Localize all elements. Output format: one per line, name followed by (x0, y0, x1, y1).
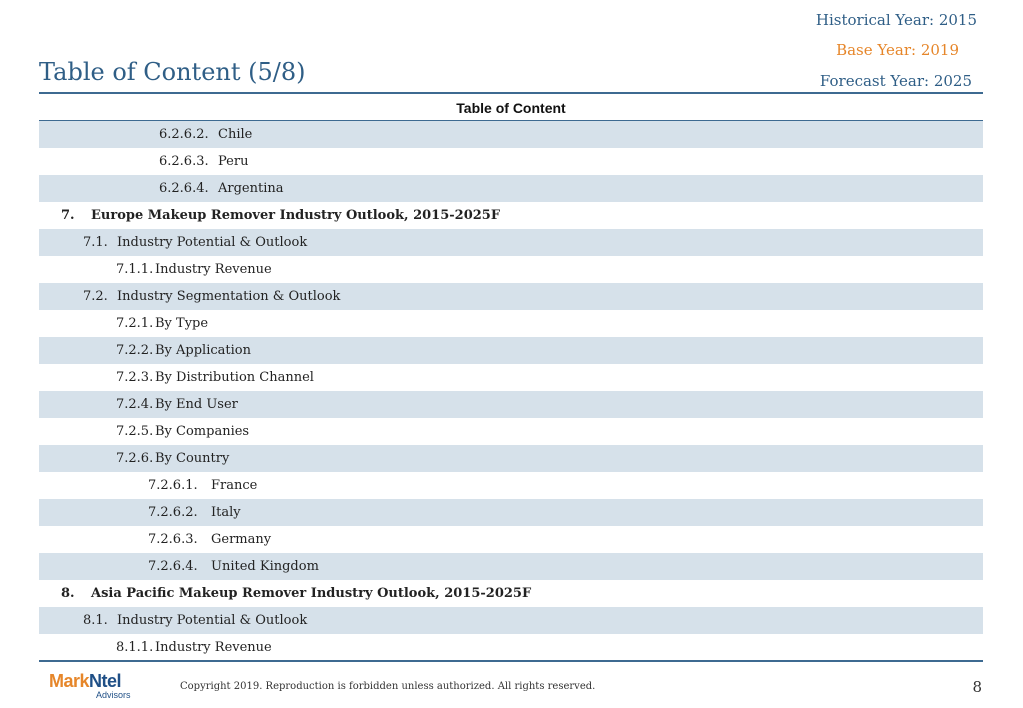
toc-row-number: 7. (61, 208, 75, 223)
bottom-divider (39, 660, 983, 662)
toc-row-number: 8.1.1. (116, 640, 154, 655)
toc-row-number: 7.1.1. (116, 262, 154, 277)
toc-row-number: 7.2.6.1. (148, 478, 198, 493)
toc-row-label: Chile (218, 127, 253, 142)
toc-row (39, 337, 983, 364)
toc-row-label: By Distribution Channel (155, 370, 314, 385)
toc-row (39, 283, 983, 310)
toc-row (39, 364, 983, 391)
toc-row-label: Industry Segmentation & Outlook (117, 289, 341, 304)
toc-row-label: Industry Revenue (155, 262, 272, 277)
company-logo (49, 671, 139, 703)
toc-row-label: Europe Makeup Remover Industry Outlook, 2015-2025F (91, 208, 501, 223)
toc-row (39, 580, 983, 607)
toc-row-number: 8. (61, 586, 75, 601)
page-number: 8 (972, 678, 982, 696)
toc-row-label: Asia Pacific Makeup Remover Industry Outlook, 2015-2025F (91, 586, 532, 601)
toc-row-label: By Type (155, 316, 209, 331)
toc-row-number: 6.2.6.3. (159, 154, 209, 169)
toc-row (39, 418, 983, 445)
toc-row-number: 7.2. (83, 289, 108, 304)
toc-row-number: 6.2.6.4. (159, 181, 209, 196)
toc-row-number: 7.2.3. (116, 370, 154, 385)
toc-rows (39, 121, 983, 661)
toc-row-label: Industry Revenue (155, 640, 272, 655)
toc-row (39, 121, 983, 148)
historical-year: Historical Year: 2015 (815, 11, 977, 29)
toc-row-number: 7.2.6.3. (148, 532, 198, 547)
toc-row-label: By Companies (155, 424, 250, 439)
toc-row-label: Peru (218, 154, 249, 169)
toc-row-number: 7.2.4. (116, 397, 154, 412)
toc-row (39, 607, 983, 634)
toc-row (39, 310, 983, 337)
toc-row (39, 391, 983, 418)
logo-subtitle: Advisors (96, 690, 131, 700)
toc-row-number: 7.2.5. (116, 424, 154, 439)
toc-row-number: 7.2.6. (116, 451, 154, 466)
toc-table (39, 96, 983, 661)
toc-row-number: 7.2.6.4. (148, 559, 198, 574)
page-title: Table of Content (5/8) (39, 58, 306, 86)
top-divider (39, 92, 983, 94)
toc-row (39, 499, 983, 526)
toc-row-label: Argentina (218, 181, 284, 196)
toc-row-label: Industry Potential & Outlook (117, 613, 308, 628)
toc-row (39, 256, 983, 283)
toc-row (39, 526, 983, 553)
toc-row-label: United Kingdom (211, 559, 319, 574)
toc-row-number: 7.2.6.2. (148, 505, 198, 520)
copyright-text: Copyright 2019. Reproduction is forbidden unless authorized. All rights reserved. (180, 681, 596, 692)
logo-ntel-text: Ntel (89, 671, 122, 691)
toc-row (39, 634, 983, 661)
toc-row-label: Germany (211, 532, 272, 547)
toc-row-label: Italy (211, 505, 241, 520)
logo-wordmark (49, 671, 121, 692)
toc-row-number: 7.2.1. (116, 316, 154, 331)
toc-row (39, 445, 983, 472)
toc-row-label: Industry Potential & Outlook (117, 235, 308, 250)
forecast-year: Forecast Year: 2025 (819, 72, 972, 90)
logo-mark-text: Mark (49, 671, 90, 691)
toc-row-label: By Country (155, 451, 230, 466)
toc-row-number: 7.2.2. (116, 343, 154, 358)
toc-row (39, 148, 983, 175)
toc-row-label: France (211, 478, 258, 493)
toc-row-number: 8.1. (83, 613, 108, 628)
toc-row (39, 175, 983, 202)
toc-row (39, 553, 983, 580)
toc-row-label: By Application (155, 343, 251, 358)
base-year: Base Year: 2019 (836, 41, 959, 59)
toc-row (39, 202, 983, 229)
toc-row (39, 472, 983, 499)
toc-row-label: By End User (155, 397, 238, 412)
toc-header: Table of Content (39, 96, 983, 121)
toc-row (39, 229, 983, 256)
toc-row-number: 7.1. (83, 235, 108, 250)
toc-row-number: 6.2.6.2. (159, 127, 209, 142)
